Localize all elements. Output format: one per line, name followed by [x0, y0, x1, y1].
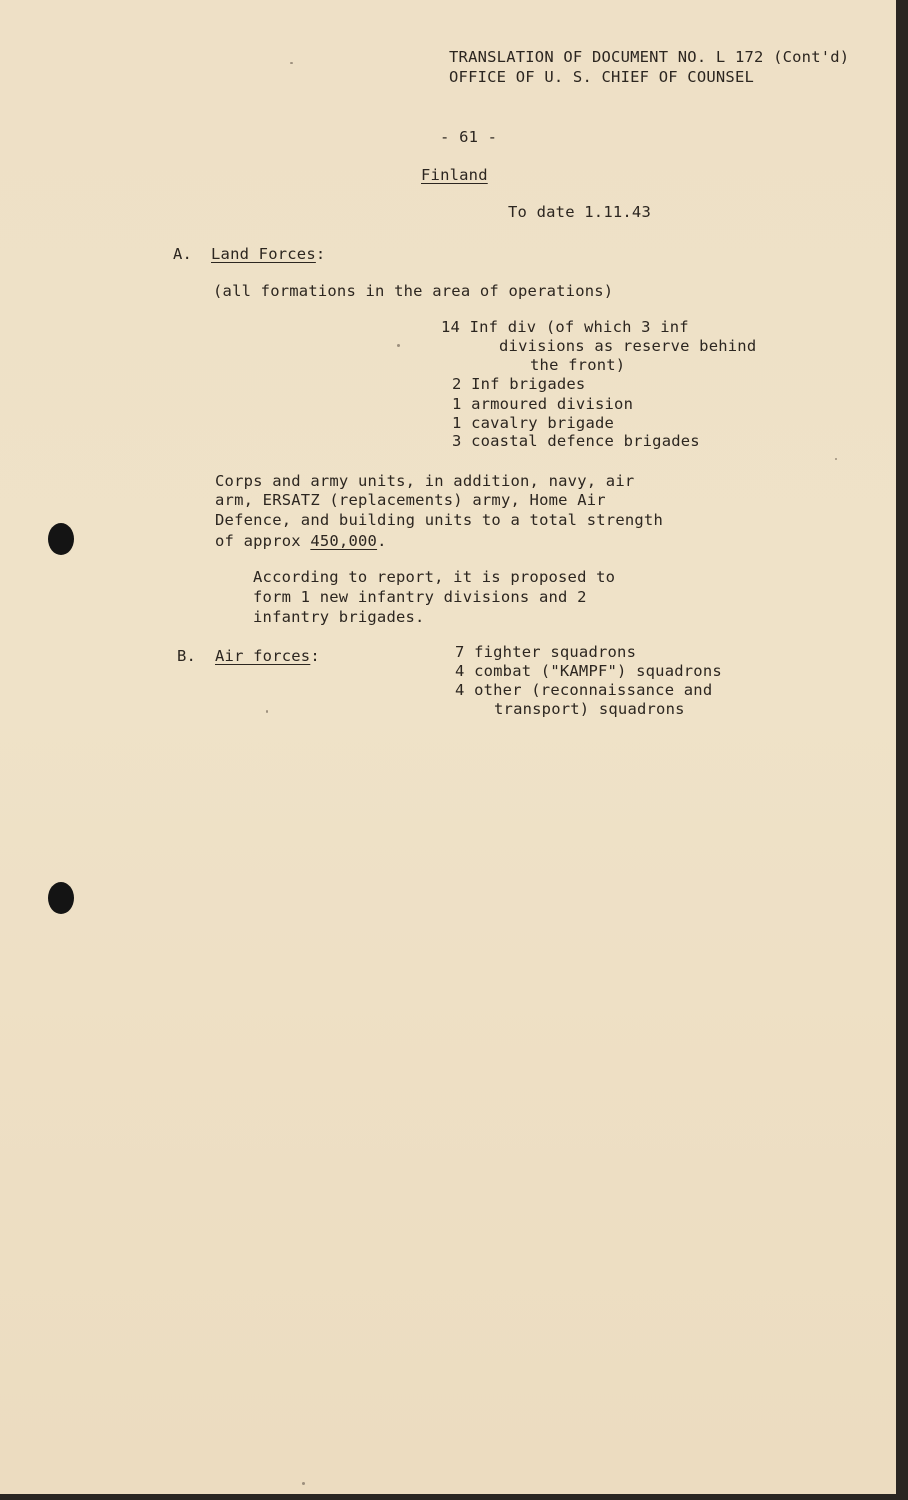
air-unit-line: 4 other (reconnaissance and [455, 681, 713, 699]
section-a-letter: A. [173, 245, 193, 263]
header-line-1: TRANSLATION OF DOCUMENT NO. L 172 (Cont'd) [449, 48, 850, 66]
paper-speck [397, 344, 400, 347]
header-line-2: OFFICE OF U. S. CHIEF OF COUNSEL [449, 68, 755, 86]
air-unit-line: 7 fighter squadrons [455, 643, 637, 661]
section-b-heading: Air forces: [215, 647, 320, 665]
land-forces-note: (all formations in the area of operations) [213, 282, 614, 300]
proposal-line: form 1 new infantry divisions and 2 [253, 588, 587, 606]
section-b-letter: B. [177, 647, 197, 665]
land-unit-line: 1 cavalry brigade [452, 414, 615, 432]
strength-paragraph-line: arm, ERSATZ (replacements) army, Home Air [215, 491, 606, 509]
total-strength-value: 450,000 [310, 532, 378, 550]
land-unit-line: 14 Inf div (of which 3 inf [441, 318, 689, 336]
paper-speck [835, 458, 837, 460]
land-unit-line: 3 coastal defence brigades [452, 432, 700, 450]
paper-speck [302, 1482, 305, 1485]
page-number: - 61 - [440, 128, 498, 146]
scan-border-right [896, 0, 908, 1500]
paper-speck [290, 62, 293, 64]
paper-speck [266, 710, 268, 713]
strength-paragraph-line: Corps and army units, in addition, navy, air [215, 472, 635, 490]
punch-hole-lower [48, 882, 74, 914]
proposal-line: According to report, it is proposed to [253, 568, 616, 586]
strength-paragraph-line: Defence, and building units to a total strength [215, 511, 663, 529]
land-unit-line: the front) [530, 356, 626, 374]
document-title: Finland [421, 166, 488, 184]
land-unit-line: 2 Inf brigades [452, 375, 586, 393]
punch-hole-upper [48, 523, 74, 555]
land-unit-line: 1 armoured division [452, 395, 634, 413]
total-strength-line: of approx 450,000. [215, 532, 387, 550]
section-a-heading: Land Forces: [211, 245, 326, 263]
date-line: To date 1.11.43 [508, 203, 651, 221]
scan-border-bottom [0, 1494, 908, 1500]
air-unit-line: transport) squadrons [494, 700, 685, 718]
proposal-line: infantry brigades. [253, 608, 425, 626]
land-unit-line: divisions as reserve behind [499, 337, 757, 355]
air-unit-line: 4 combat ("KAMPF") squadrons [455, 662, 722, 680]
